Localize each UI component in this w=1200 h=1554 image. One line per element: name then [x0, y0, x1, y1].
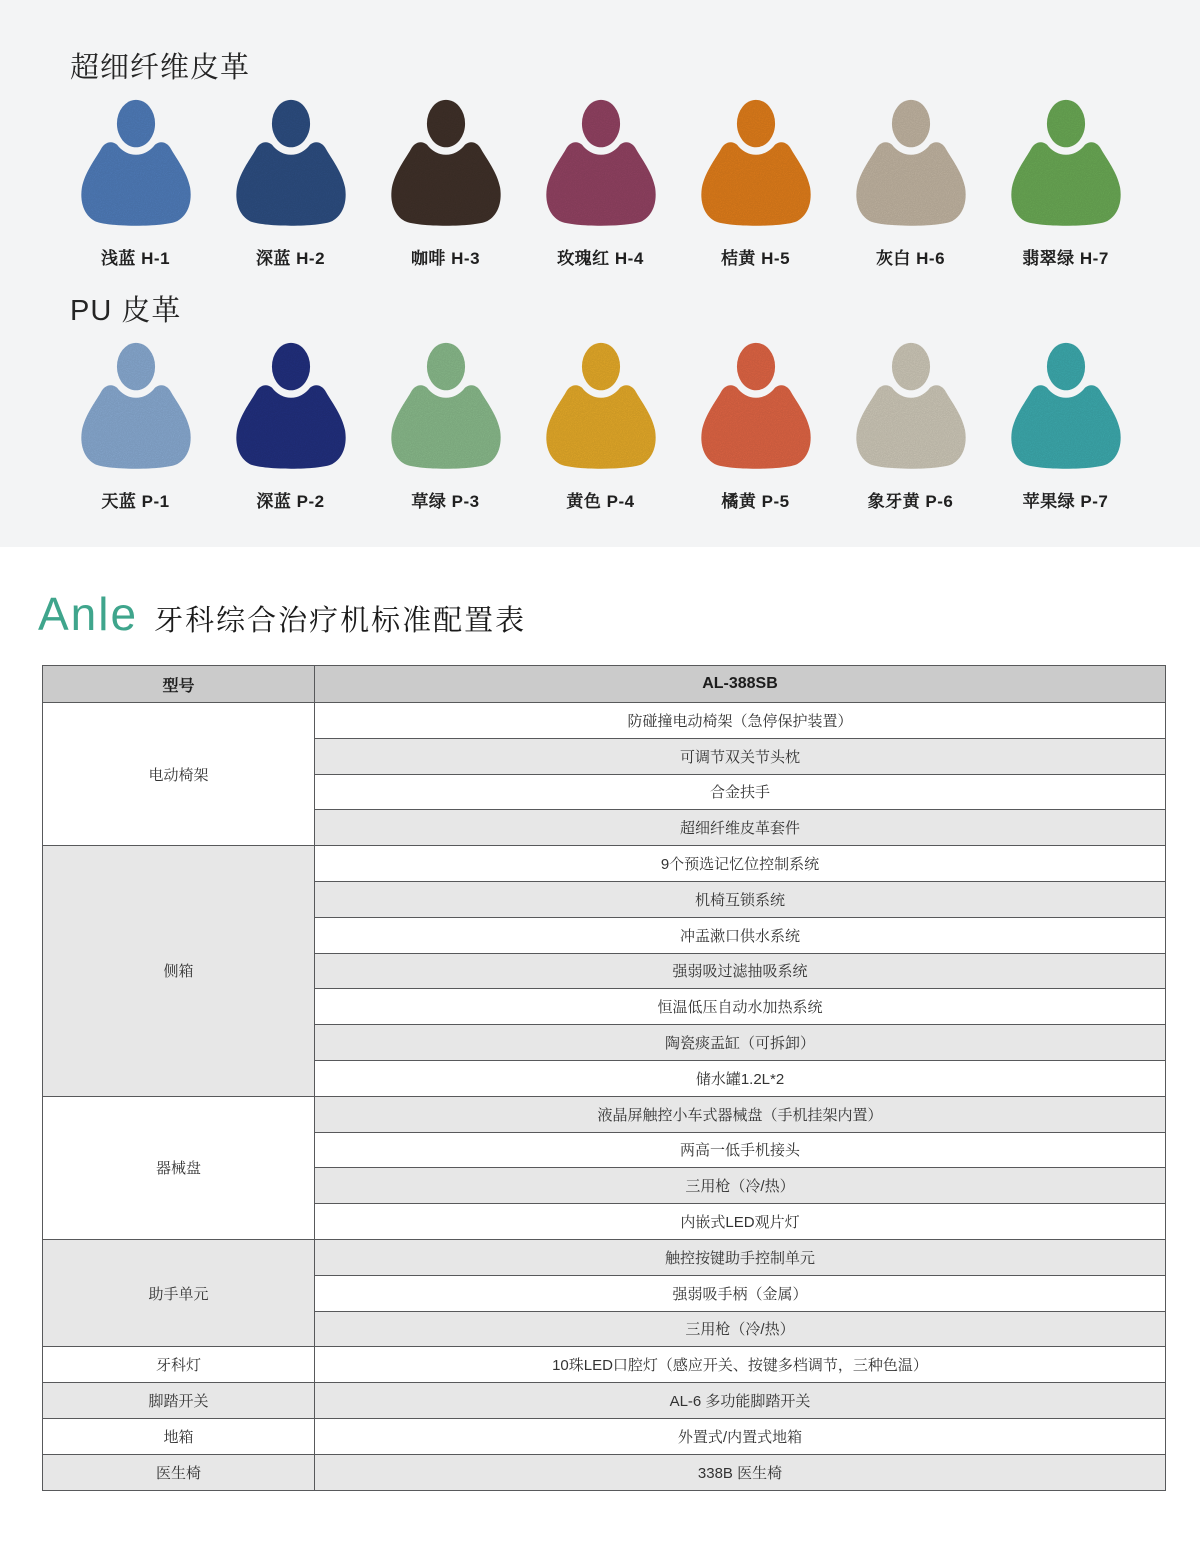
category-cell: 助手单元 — [43, 1239, 315, 1346]
spec-cell: 强弱吸手柄（金属） — [315, 1275, 1166, 1311]
spec-cell: 9个预选记忆位控制系统 — [315, 846, 1166, 882]
swatch-label: 深蓝 P-2 — [256, 492, 325, 511]
swatch-label: 灰白 H-6 — [875, 249, 946, 268]
spec-cell: 恒温低压自动水加热系统 — [315, 989, 1166, 1025]
spec-cell: 外置式/内置式地箱 — [315, 1418, 1166, 1454]
spec-cell: 强弱吸过滤抽吸系统 — [315, 953, 1166, 989]
leather-swatch-icon — [695, 342, 817, 472]
swatch-label: 象牙黄 P-6 — [867, 492, 954, 511]
leather-swatch-icon — [850, 342, 972, 472]
leather-swatch-icon — [695, 99, 817, 229]
spec-cell: 机椅互锁系统 — [315, 881, 1166, 917]
brand-line — [38, 589, 1200, 639]
table-row — [43, 1239, 1166, 1275]
leather-swatch — [368, 99, 523, 269]
swatch-label: 桔黄 H-5 — [720, 249, 791, 268]
spec-cell: 冲盂漱口供水系统 — [315, 917, 1166, 953]
category-cell: 侧箱 — [43, 846, 315, 1097]
leather-swatch-icon — [540, 342, 662, 472]
leather-swatch-icon — [1005, 99, 1127, 229]
table-row — [43, 1454, 1166, 1490]
leather-swatch — [833, 99, 988, 269]
spec-cell: 储水罐1.2L*2 — [315, 1060, 1166, 1096]
leather-swatch — [988, 99, 1143, 269]
leather-swatch-icon — [230, 342, 352, 472]
leather-swatch-icon — [1005, 342, 1127, 472]
swatch-label: 咖啡 H-3 — [410, 249, 481, 268]
swatch-label: 浅蓝 H-1 — [100, 249, 171, 268]
spec-cell: 可调节双关节头枕 — [315, 738, 1166, 774]
leather-swatch-icon — [540, 99, 662, 229]
spec-cell: 合金扶手 — [315, 774, 1166, 810]
leather-swatch — [988, 342, 1143, 512]
leather-swatch — [213, 99, 368, 269]
spec-cell: 三用枪（冷/热） — [315, 1311, 1166, 1347]
leather-swatch — [833, 342, 988, 512]
spec-cell: 内嵌式LED观片灯 — [315, 1204, 1166, 1240]
swatch-label: 天蓝 P-1 — [101, 492, 170, 511]
leather-swatch-icon — [75, 99, 197, 229]
category-cell: 医生椅 — [43, 1454, 315, 1490]
category-cell: 牙科灯 — [43, 1347, 315, 1383]
leather-swatch — [368, 342, 523, 512]
leather-swatch-icon — [385, 99, 507, 229]
swatch-label: 翡翠绿 H-7 — [1022, 249, 1109, 268]
table-header-row — [43, 666, 1166, 703]
swatch-label: 苹果绿 P-7 — [1022, 492, 1109, 511]
leather-swatch-icon — [850, 99, 972, 229]
leather-swatch — [58, 99, 213, 269]
section-heading: PU 皮革 — [70, 295, 182, 327]
table-row — [43, 1383, 1166, 1419]
spec-cell: AL-6 多功能脚踏开关 — [315, 1383, 1166, 1419]
swatch-row — [0, 99, 1200, 269]
leather-color-panel — [0, 0, 1200, 547]
leather-swatch — [58, 342, 213, 512]
leather-section — [0, 50, 1200, 269]
spec-cell: 防碰撞电动椅架（急停保护装置） — [315, 703, 1166, 739]
leather-section — [0, 293, 1200, 512]
spec-cell: 338B 医生椅 — [315, 1454, 1166, 1490]
swatch-label: 玫瑰红 H-4 — [557, 249, 644, 268]
spec-cell: 两高一低手机接头 — [315, 1132, 1166, 1168]
spec-cell: 三用枪（冷/热） — [315, 1168, 1166, 1204]
leather-swatch — [678, 342, 833, 512]
model-label-header: 型号 — [43, 666, 315, 703]
table-row — [43, 1347, 1166, 1383]
swatch-label: 草绿 P-3 — [411, 492, 480, 511]
table-row — [43, 1096, 1166, 1132]
category-cell: 地箱 — [43, 1418, 315, 1454]
leather-swatch-icon — [230, 99, 352, 229]
category-cell: 电动椅架 — [43, 703, 315, 846]
category-cell: 器械盘 — [43, 1096, 315, 1239]
swatch-row — [0, 342, 1200, 512]
table-row — [43, 703, 1166, 739]
table-row — [43, 1418, 1166, 1454]
spec-cell: 液晶屏触控小车式器械盘（手机挂架内置） — [315, 1096, 1166, 1132]
model-value-header: AL-388SB — [315, 666, 1166, 703]
brand-logo: Anle — [38, 588, 139, 640]
swatch-label: 深蓝 H-2 — [255, 249, 326, 268]
page-title: 牙科综合治疗机标准配置表 — [154, 605, 527, 637]
spec-cell: 超细纤维皮革套件 — [315, 810, 1166, 846]
table-row — [43, 846, 1166, 882]
section-heading: 超细纤维皮革 — [70, 52, 251, 84]
spec-cell: 陶瓷痰盂缸（可拆卸） — [315, 1025, 1166, 1061]
leather-swatch — [523, 342, 678, 512]
spec-cell: 触控按键助手控制单元 — [315, 1239, 1166, 1275]
category-cell: 脚踏开关 — [43, 1383, 315, 1419]
leather-swatch-icon — [385, 342, 507, 472]
leather-swatch-icon — [75, 342, 197, 472]
leather-swatch — [678, 99, 833, 269]
swatch-label: 橘黄 P-5 — [721, 492, 790, 511]
swatch-label: 黄色 P-4 — [566, 492, 635, 511]
spec-cell: 10珠LED口腔灯（感应开关、按键多档调节，三种色温） — [315, 1347, 1166, 1383]
configuration-table — [42, 665, 1166, 1491]
leather-swatch — [523, 99, 678, 269]
leather-swatch — [213, 342, 368, 512]
